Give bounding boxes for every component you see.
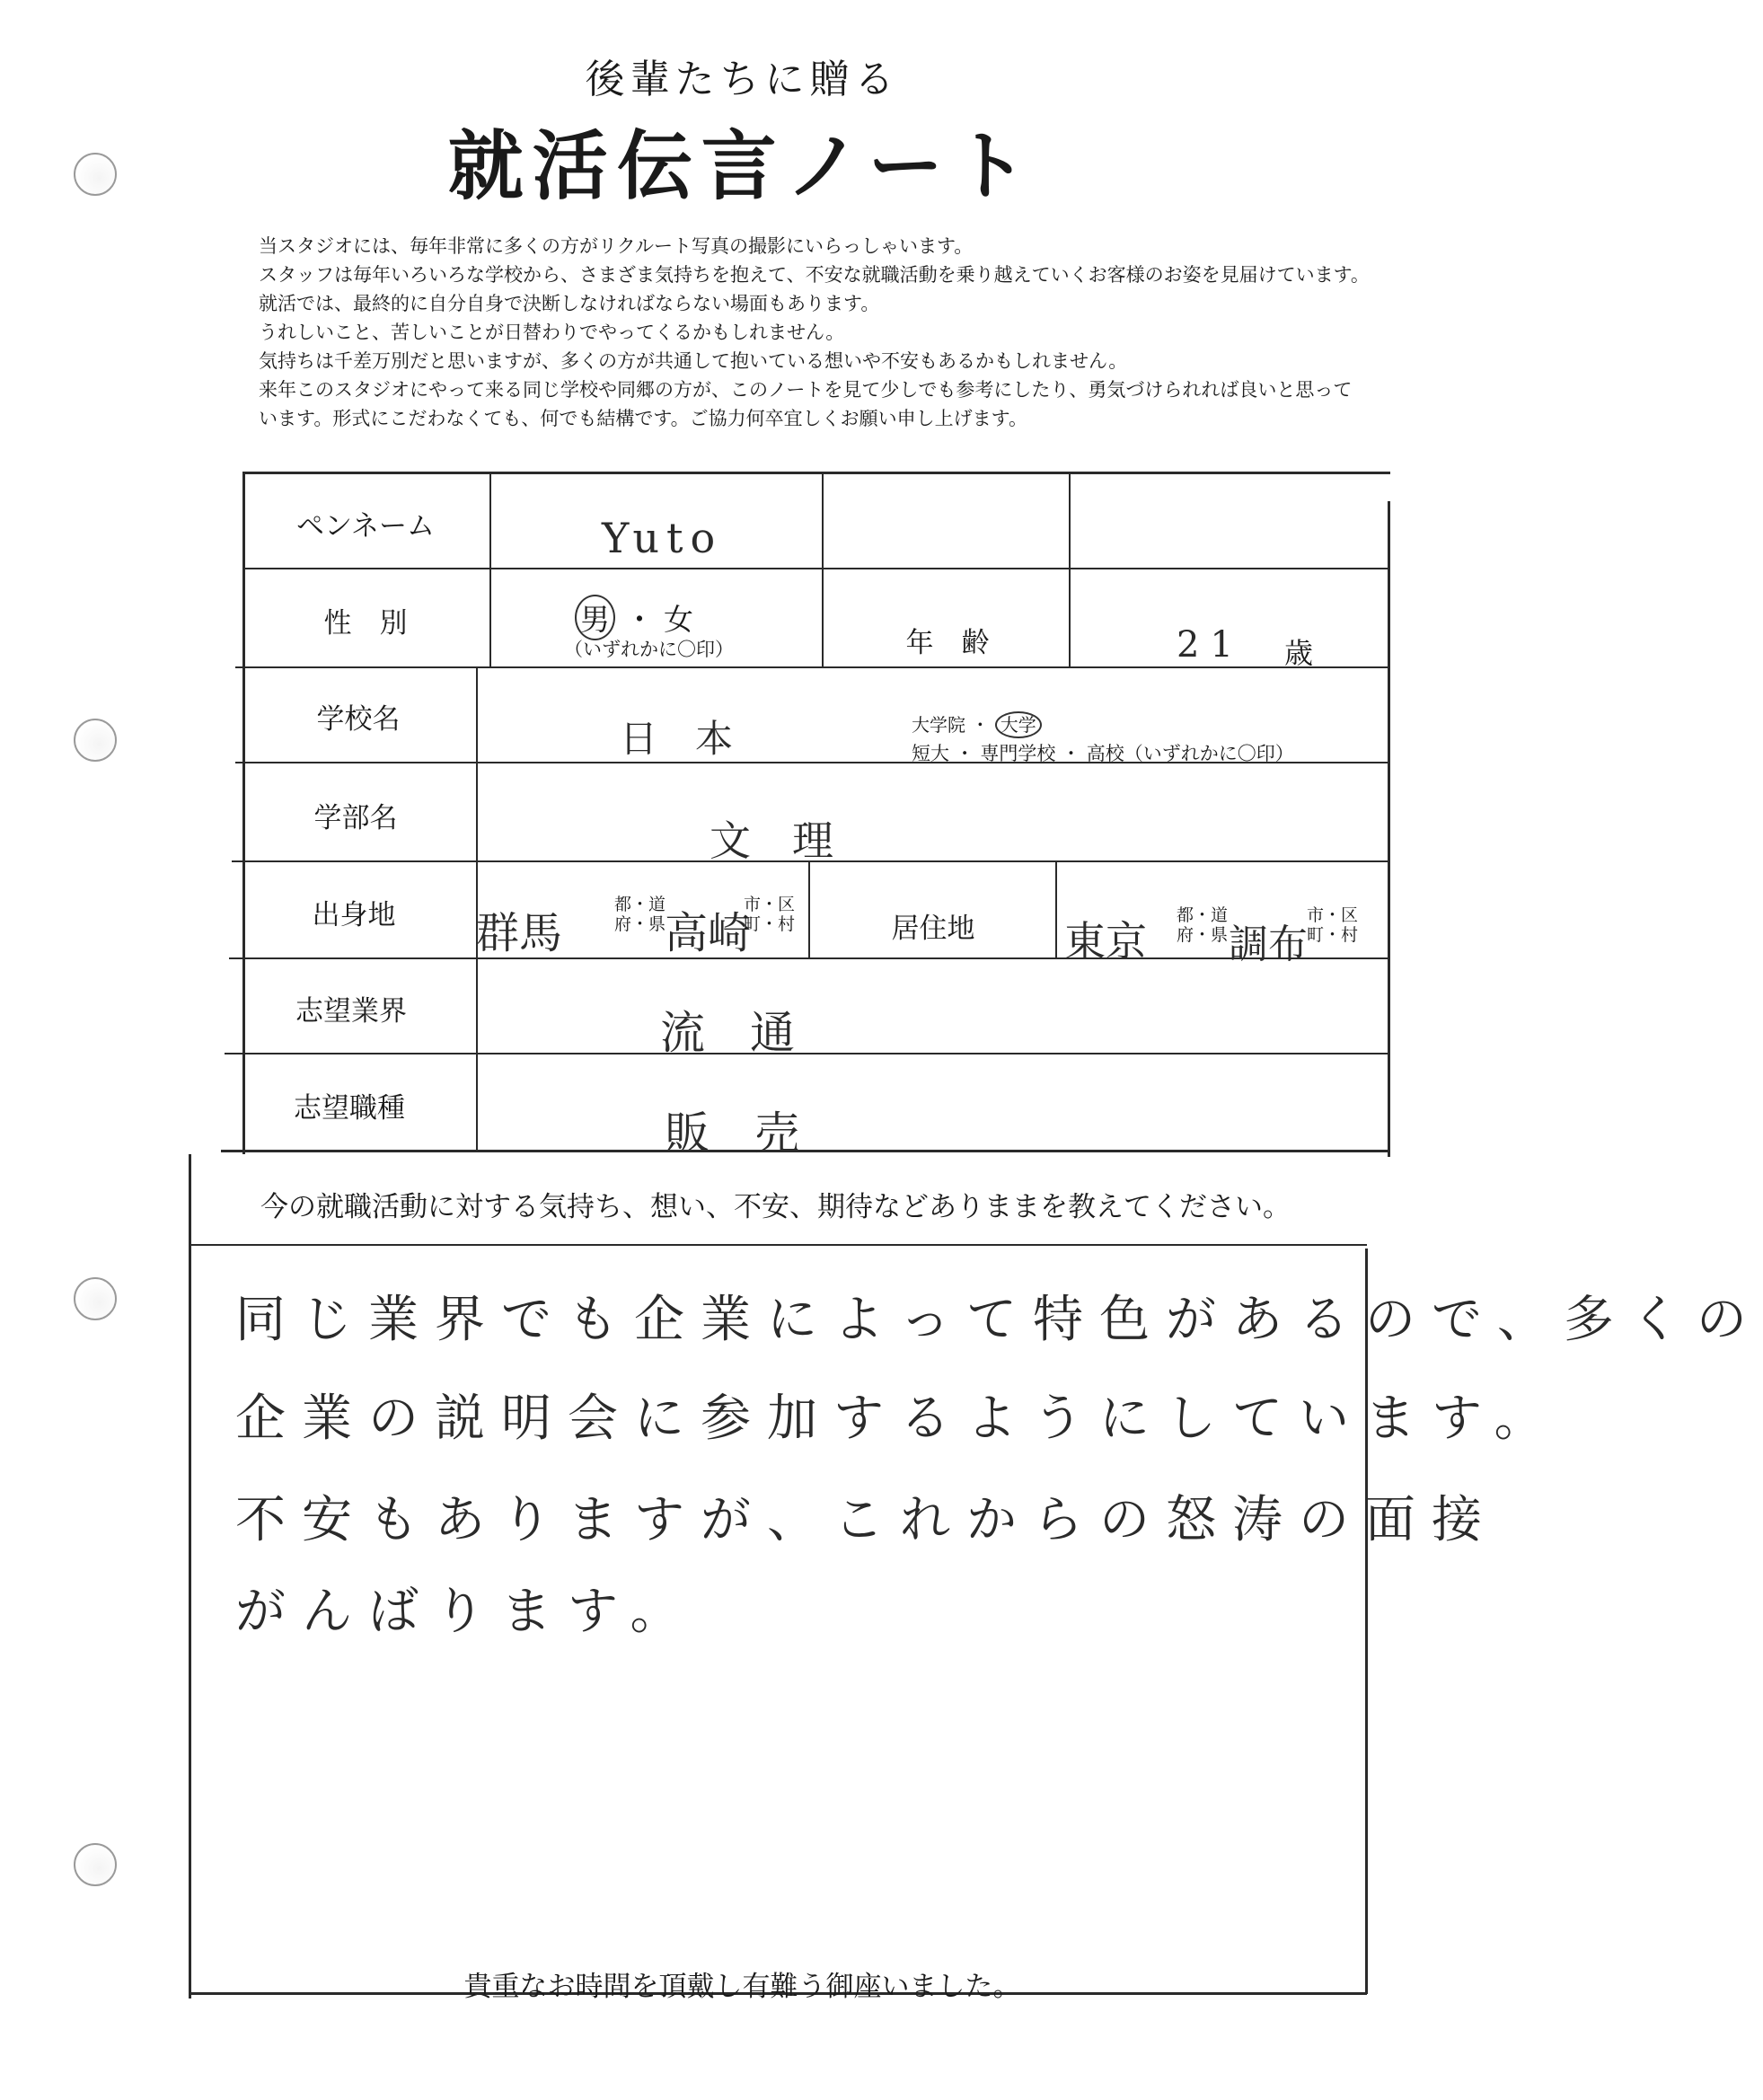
- age-value[interactable]: 21: [1177, 624, 1244, 666]
- school-type-row-1: [912, 711, 1042, 738]
- answer-line[interactable]: 同じ業界でも企業によって特色があるので、多くの: [235, 1291, 1763, 1349]
- suffix-line: 町・村: [1307, 925, 1359, 945]
- residence-city-suffix: [1307, 905, 1358, 945]
- column-line: [1055, 860, 1057, 957]
- school-type-separator: ・: [971, 714, 990, 736]
- faculty-value[interactable]: 文 理: [710, 816, 833, 865]
- suffix-line: 都・道: [614, 895, 666, 914]
- punch-hole: [74, 1843, 117, 1886]
- intro-line: 当スタジオには、毎年非常に多くの方がリクルート写真の撮影にいらっしゃいます。: [259, 235, 974, 257]
- question-text: 今の就職活動に対する気持ち、想い、不安、期待などありままを教えてください。: [260, 1191, 1291, 1223]
- faculty-label: 学部名: [313, 802, 398, 834]
- intro-line: います。形式にこだわなくても、何でも結構です。ご協力何卒宜しくお願い申し上げます。: [259, 408, 1027, 429]
- intro-line: 就活では、最終的に自分自身で決断しなければならない場面もあります。: [259, 293, 880, 314]
- job-label: 志望職種: [294, 1092, 405, 1125]
- page-subtitle: 後輩たちに贈る: [585, 57, 900, 102]
- gender-female-option[interactable]: 女: [664, 602, 693, 637]
- suffix-line: 都・道: [1177, 905, 1229, 925]
- age-label: 年 齢: [905, 627, 990, 659]
- residence-label: 居住地: [891, 913, 975, 945]
- page-title: 就活伝言ノート: [447, 122, 1037, 210]
- column-line: [808, 860, 810, 957]
- row-line: [235, 666, 1388, 668]
- school-type-university[interactable]: 大学: [995, 711, 1042, 738]
- table-border: [189, 1154, 191, 1999]
- residence-city[interactable]: 調布: [1229, 922, 1308, 967]
- penname-label: ペンネーム: [295, 510, 436, 543]
- school-label: 学校名: [316, 703, 401, 736]
- suffix-line: 市・区: [1307, 905, 1359, 925]
- residence-prefecture[interactable]: 東京: [1064, 917, 1147, 966]
- gender-male-option[interactable]: 男: [575, 595, 615, 640]
- answer-line[interactable]: がんばります。: [235, 1583, 697, 1641]
- hometown-pref-suffix: [614, 895, 666, 934]
- school-type-graduate[interactable]: 大学院: [912, 714, 965, 736]
- gender-note: （いずれかに〇印）: [564, 639, 734, 660]
- gender-options: [575, 595, 693, 640]
- intro-line: スタッフは毎年いろいろな学校から、さまざま気持ちを抱えて、不安な就職活動を乗り越えていくお客様のお姿を見届けています。: [259, 264, 1370, 286]
- hometown-city-suffix: [744, 895, 795, 934]
- punch-hole: [74, 719, 117, 762]
- age-unit: 歳: [1284, 636, 1314, 670]
- hometown-prefecture[interactable]: 群馬: [476, 908, 563, 958]
- intro-line: 気持ちは千差万別だと思いますが、多くの方が共通して抱いている想いや不安もあるかもしれません。: [259, 350, 1128, 372]
- suffix-line: 町・村: [744, 914, 796, 934]
- residence-pref-suffix: [1177, 905, 1228, 945]
- industry-label: 志望業界: [295, 995, 407, 1028]
- table-border: [1388, 501, 1390, 1157]
- column-line: [822, 474, 824, 666]
- footer-thanks: 貴重なお時間を頂戴し有難う御座いました。: [463, 1971, 1021, 2003]
- punch-hole: [74, 1277, 117, 1320]
- row-line: [242, 568, 1390, 569]
- hometown-label: 出身地: [312, 899, 396, 931]
- hometown-city[interactable]: 高崎: [665, 908, 752, 958]
- row-line: [189, 1244, 1367, 1246]
- intro-line: うれしいこと、苦しいことが日替わりでやってくるかもしれません。: [259, 322, 845, 343]
- row-line: [225, 1053, 1388, 1054]
- job-value[interactable]: 販 売: [665, 1107, 799, 1160]
- intro-text: [259, 232, 1480, 433]
- row-line: [221, 1150, 1388, 1152]
- school-type-row-2[interactable]: 短大 ・ 専門学校 ・ 高校（いずれかに〇印）: [912, 743, 1294, 764]
- table-border: [242, 472, 1390, 474]
- answer-line[interactable]: 不安もありますが、これからの怒涛の面接: [235, 1491, 1498, 1549]
- industry-value[interactable]: 流 通: [660, 1007, 795, 1059]
- column-line: [1069, 474, 1071, 666]
- answer-line[interactable]: 企業の説明会に参加するようにしています。: [235, 1390, 1561, 1448]
- row-line: [229, 957, 1388, 959]
- school-value[interactable]: 日 本: [620, 717, 734, 761]
- intro-line: 来年このスタジオにやって来る同じ学校や同郷の方が、このノートを見て少しでも参考にしたり、勇気づけられれば良いと思って: [259, 379, 1353, 401]
- suffix-line: 府・県: [614, 914, 666, 934]
- gender-label: 性 別: [323, 607, 408, 640]
- gender-separator: ・: [624, 602, 655, 637]
- suffix-line: 府・県: [1177, 925, 1229, 945]
- suffix-line: 市・区: [744, 895, 796, 914]
- column-line: [489, 474, 491, 666]
- penname-value[interactable]: Yuto: [602, 514, 723, 562]
